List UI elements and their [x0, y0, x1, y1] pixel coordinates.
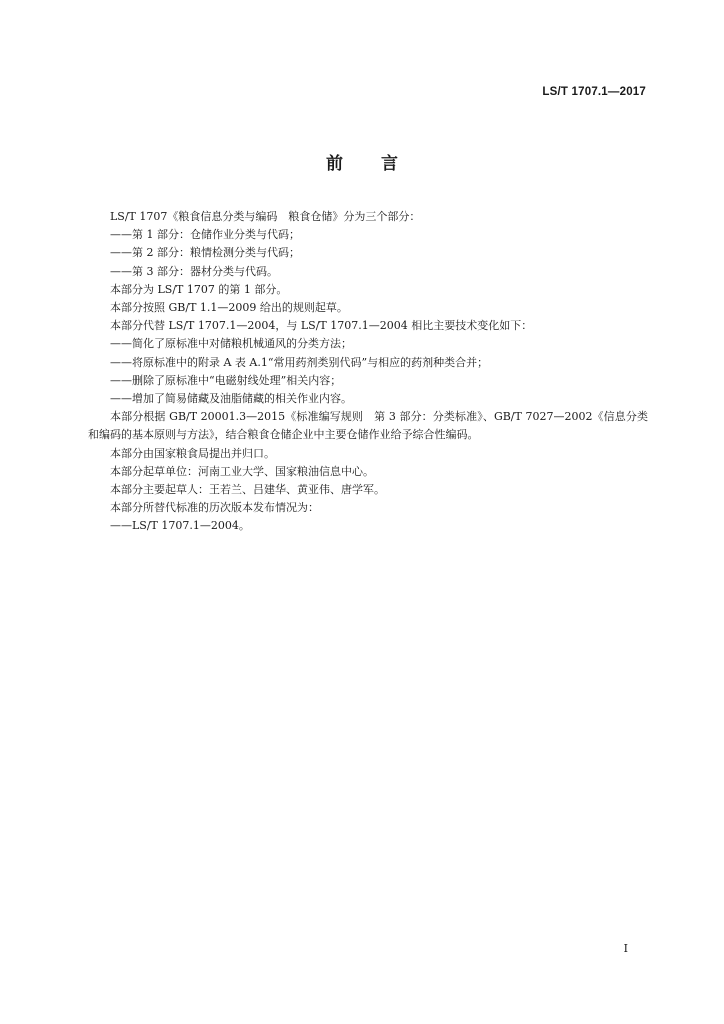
- paragraph: ——第 3 部分：器材分类与代码。: [110, 264, 278, 278]
- paragraph: 本部分主要起草人：王若兰、吕建华、黄亚伟、唐学军。: [110, 483, 385, 497]
- paragraph: ——简化了原标准中对储粮机械通风的分类方法；: [110, 337, 352, 351]
- foreword-body: [88, 208, 648, 536]
- paragraph: 本部分起草单位：河南工业大学、国家粮油信息中心。: [110, 464, 374, 478]
- page-title: 前言: [326, 154, 436, 174]
- paragraph: 本部分所替代标准的历次版本发布情况为：: [110, 501, 319, 515]
- paragraph: ——将原标准中的附录 A 表 A.1“常用药剂类别代码”与相应的药剂种类合并；: [110, 355, 489, 369]
- standard-number: LS/T 1707.1—2017: [542, 86, 646, 98]
- paragraph: 本部分按照 GB/T 1.1—2009 给出的规则起草。: [110, 301, 348, 315]
- paragraph: ——第 1 部分：仓储作业分类与代码；: [110, 228, 300, 242]
- paragraph: 本部分为 LS/T 1707 的第 1 部分。: [110, 282, 288, 296]
- paragraph: ——LS/T 1707.1—2004。: [110, 519, 250, 533]
- page-number: I: [623, 942, 628, 955]
- paragraph: ——删除了原标准中“电磁射线处理”相关内容；: [110, 373, 342, 387]
- paragraph: 本部分代替 LS/T 1707.1—2004，与 LS/T 1707.1—2004 相比主要技术变化如下：: [110, 319, 533, 333]
- paragraph: ——第 2 部分：粮情检测分类与代码；: [110, 246, 300, 260]
- paragraph: LS/T 1707《粮食信息分类与编码 粮食仓储》分为三个部分：: [110, 210, 421, 223]
- paragraph: 本部分由国家粮食局提出并归口。: [110, 446, 275, 460]
- paragraph: ——增加了简易储藏及油脂储藏的相关作业内容。: [110, 392, 352, 406]
- paragraph: 本部分根据 GB/T 20001.3—2015《标准编写规则 第 3 部分：分类标准》、GB/T 7027—2002《信息分类和编码的基本原则与方法》，结合粮食仓储企业中主要仓储作业给予综合性编码。: [88, 410, 648, 442]
